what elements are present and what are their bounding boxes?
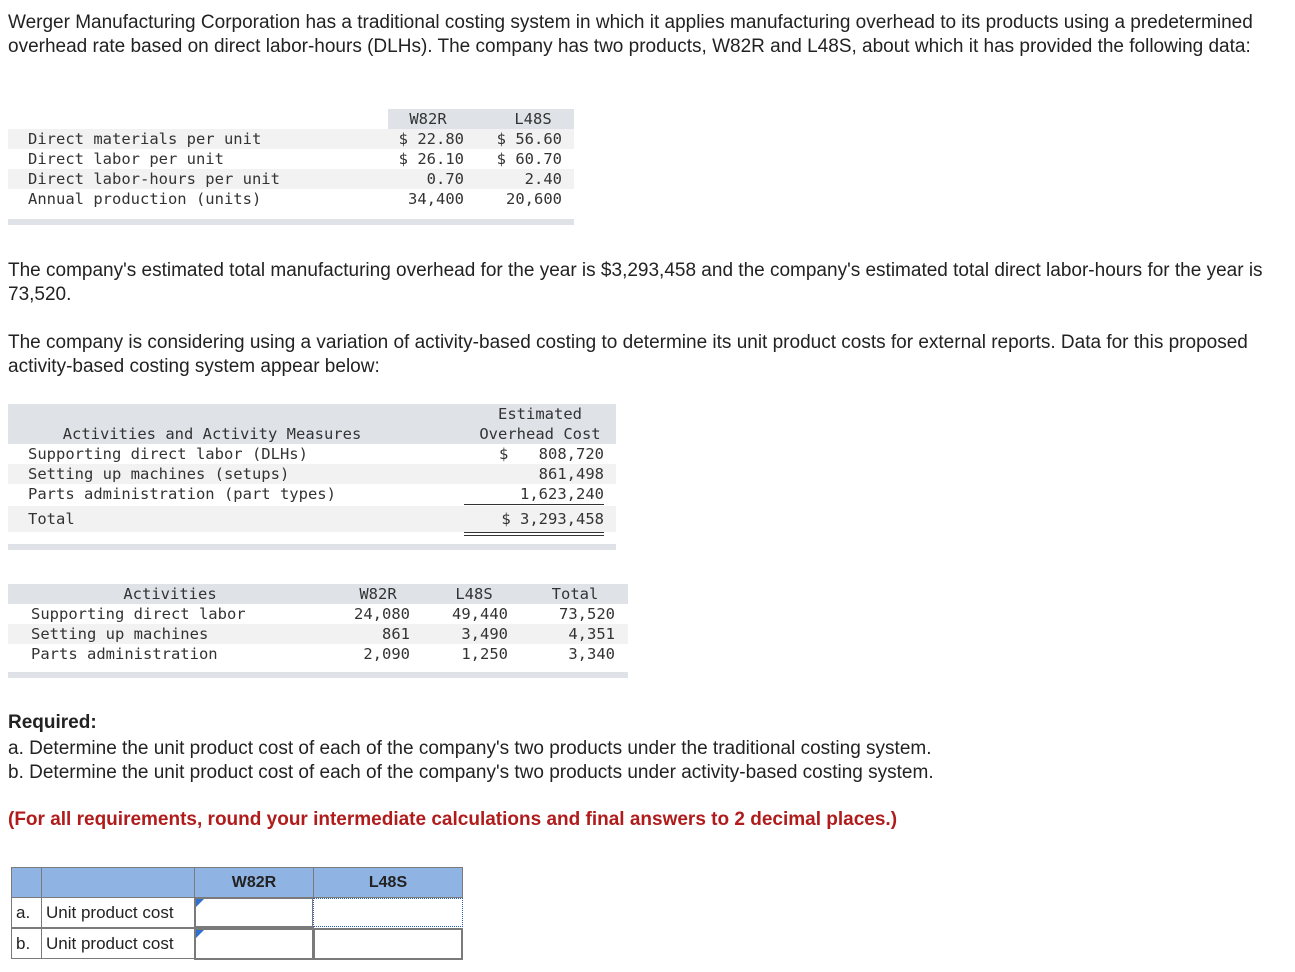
row-label: Supporting direct labor: [31, 605, 246, 623]
table-divider: [8, 219, 574, 225]
answer-col-header-l48s: L48S: [313, 867, 463, 898]
overhead-cost-header: Overhead Cost: [479, 425, 601, 443]
unit-cost-w82r-abc-input[interactable]: [194, 928, 314, 960]
col-header-w82r: W82R: [359, 585, 397, 603]
rounding-note: (For all requirements, round your intermediate calculations and final answers to 2 decimal places.): [8, 809, 898, 830]
row-label: Direct labor per unit: [28, 150, 224, 168]
requirement-b: b. Determine the unit product cost of each of the company's two products under activity-based costing system.: [8, 762, 934, 783]
cell-value: 1,623,240: [520, 485, 604, 503]
cell-value: 1,250: [461, 645, 508, 663]
cell-value: 2,090: [363, 645, 410, 663]
cell-value: $ 56.60: [496, 130, 562, 148]
cell-value: 3,340: [568, 645, 615, 663]
cell-value: 861: [382, 625, 410, 643]
cell-value: 49,440: [452, 605, 508, 623]
activity-cost-table: [8, 404, 616, 552]
row-letter-b: b.: [11, 928, 42, 959]
cell-value: 3,490: [461, 625, 508, 643]
activity-usage-table: [8, 584, 628, 680]
total-value: $ 3,293,458: [501, 510, 604, 528]
cell-value: 0.70: [426, 170, 464, 188]
row-label: Setting up machines (setups): [28, 465, 290, 483]
table-divider: [8, 544, 616, 550]
cell-value: $ 26.10: [398, 150, 464, 168]
col-header-activities: Activities: [123, 585, 217, 603]
unit-cost-l48s-abc-input[interactable]: [313, 928, 463, 960]
unit-cost-l48s-traditional-input[interactable]: [313, 898, 463, 927]
answer-grid: [11, 867, 463, 960]
row-label: Direct materials per unit: [28, 130, 262, 148]
cell-value: 24,080: [354, 605, 410, 623]
row-label: Setting up machines: [31, 625, 209, 643]
header-blank-label: [41, 867, 195, 898]
cell-value: 4,351: [568, 625, 615, 643]
row-label: Parts administration (part types): [28, 485, 336, 503]
cell-marker-icon: [196, 930, 204, 938]
product-data-table: [8, 109, 574, 227]
cell-value: 20,600: [506, 190, 562, 208]
col-header-w82r: W82R: [409, 110, 447, 128]
row-label: Supporting direct labor (DLHs): [28, 445, 308, 463]
cell-value: $ 60.70: [496, 150, 562, 168]
table-divider: [8, 672, 628, 678]
row-letter-a: a.: [11, 897, 42, 928]
answer-col-header-w82r: W82R: [194, 867, 314, 898]
row-label: Parts administration: [31, 645, 218, 663]
required-heading: Required:: [8, 712, 97, 733]
dollar-sign: $: [499, 445, 509, 463]
total-label: Total: [28, 510, 75, 528]
abc-intro-paragraph: The company is considering using a variation of activity-based costing to determine its unit product costs for external reports. Data for this proposed activity-based costing system appear below:: [8, 332, 1248, 377]
unit-cost-w82r-traditional-input[interactable]: [194, 897, 314, 928]
row-label: Annual production (units): [28, 190, 262, 208]
requirement-a: a. Determine the unit product cost of each of the company's two products under the traditional costing system.: [8, 738, 932, 759]
row-label-a: Unit product cost: [41, 897, 195, 928]
row-label: Direct labor-hours per unit: [28, 170, 280, 188]
cell-value: 2.40: [524, 170, 562, 188]
cell-value: $ 22.80: [398, 130, 464, 148]
header-blank-letter: [11, 867, 42, 898]
intro-paragraph: Werger Manufacturing Corporation has a traditional costing system in which it applies manufacturing overhead to its products using a predetermined overhead rate based on direct labor-hours (DLHs). The company has two products, W82R and L48S, about which it has provided the following data:: [8, 12, 1253, 57]
estimated-header: Estimated: [498, 405, 582, 423]
col-header-l48s: L48S: [514, 110, 552, 128]
col-header-total: Total: [551, 585, 599, 603]
cell-value: 808,720: [538, 445, 604, 463]
cell-value: 861,498: [538, 465, 604, 483]
row-label-b: Unit product cost: [41, 928, 195, 959]
cell-value: 73,520: [559, 605, 615, 623]
cell-marker-icon: [196, 899, 204, 907]
activity-measures-header: Activities and Activity Measures: [62, 425, 362, 443]
overhead-paragraph: The company's estimated total manufacturing overhead for the year is $3,293,458 and the company's estimated total direct labor-hours for the year is 73,520.: [8, 260, 1263, 305]
col-header-l48s: L48S: [455, 585, 493, 603]
cell-value: 34,400: [408, 190, 464, 208]
